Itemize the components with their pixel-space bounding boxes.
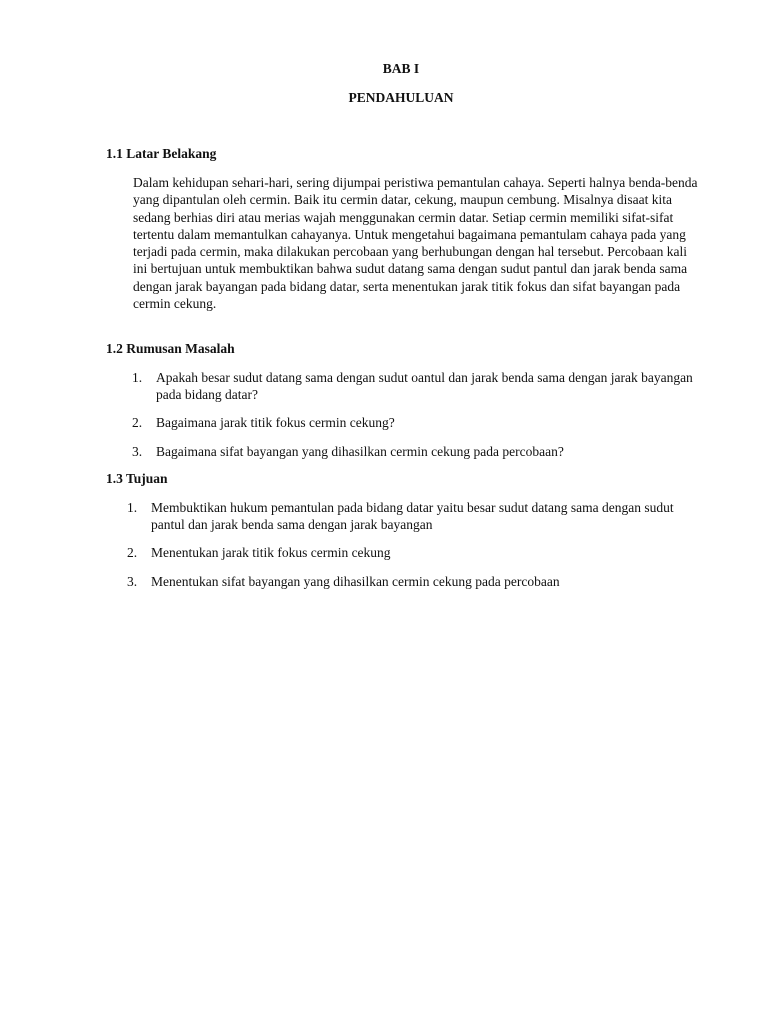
list-item-number: 3. xyxy=(127,573,138,589)
list-item xyxy=(127,500,706,533)
tujuan-list xyxy=(127,500,706,602)
section-heading-tujuan: 1.3 Tujuan xyxy=(106,471,168,486)
list-item-text: Bagaimana sifat bayangan yang dihasilkan cermin cekung pada percobaan? xyxy=(156,443,564,459)
list-item xyxy=(132,443,701,461)
latar-belakang-paragraph: Dalam kehidupan sehari-hari, sering dijumpai peristiwa pemantulan cahaya. Seperti halnya benda-benda yang dipantulan oleh cermin. Baik itu cermin datar, cekung, maupun cembung. Misalnya disaat kita sedang berhias diri atau merias wajah menggunakan cermin datar. Setiap cermin memiliki sifat-sifat tertentu dalam memantulkan cahayanya. Untuk mengetahui bagaimana pemantulam cahaya pada yang terjadi pada cermin, maka dilakukan percobaan yang berhubungan dengan hal tersebut. Percobaan kali ini bertujuan untuk membuktikan bahwa sudut datang sama dengan sudut pantul dan jarak benda sama dengan jarak bayangan pada bidang datar, serta menentukan jarak titik fokus dan sifat bayangan pada cermin cekung. xyxy=(133,175,698,312)
list-item xyxy=(132,370,701,403)
list-item-text: Bagaimana jarak titik fokus cermin cekung? xyxy=(156,415,395,430)
chapter-title: PENDAHULUAN xyxy=(348,90,454,105)
list-item-number: 2. xyxy=(132,415,143,430)
list-item-text: Menentukan jarak titik fokus cermin cekung xyxy=(151,545,391,560)
list-item-number: 2. xyxy=(127,545,138,560)
list-item-number: 1. xyxy=(132,370,143,385)
section-heading-latar-belakang: 1.1 Latar Belakang xyxy=(106,146,217,161)
rumusan-masalah-list xyxy=(132,370,701,472)
list-item-number: 3. xyxy=(132,443,143,459)
list-item xyxy=(132,415,701,432)
list-item-text: Membuktikan hukum pemantulan pada bidang datar yaitu besar sudut datang sama dengan sudut pantul dan jarak benda sama dengan jarak bayangan xyxy=(151,500,674,532)
list-item xyxy=(127,545,706,562)
list-item-text: Menentukan sifat bayangan yang dihasilkan cermin cekung pada percobaan xyxy=(151,573,560,589)
list-item xyxy=(127,573,706,591)
chapter-number: BAB I xyxy=(382,61,420,76)
list-item-text: Apakah besar sudut datang sama dengan sudut oantul dan jarak benda sama dengan jarak bayangan pada bidang datar? xyxy=(156,370,693,402)
section-heading-rumusan-masalah: 1.2 Rumusan Masalah xyxy=(106,341,235,356)
list-item-number: 1. xyxy=(127,500,138,515)
